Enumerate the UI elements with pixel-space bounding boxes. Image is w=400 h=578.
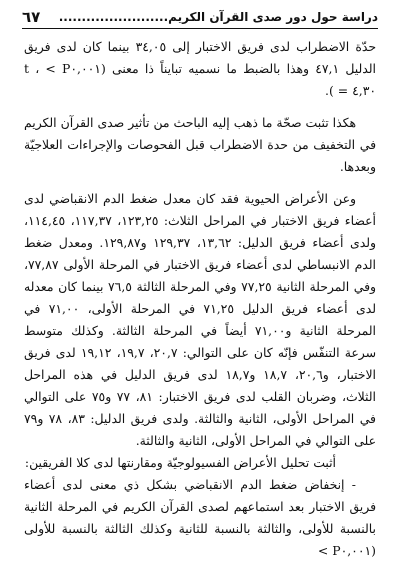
header-rule: [22, 28, 378, 29]
paragraph-2: هكذا تثبت صحّة ما ذهب إليه الباحث من تأثير صدى القرآن الكريم في التخفيف من حدة الاضطراب قبل الفحوصات والإجراءات العلاجيّة وبعدها.: [24, 115, 376, 174]
page-number: ٦٧: [22, 8, 41, 26]
paragraph-5: - إنخفاض ضغط الدم الانقباضي بشكل ذي معنى لدى أعضاء فريق الاختبار بعد استماعهم لصدى القرآن الكريم في المرحلة الثانية بالنسبة للأولى، والثالثة بالنسبة للثانية وكذلك الثالثة بالنسبة للأولى (P٠,٠٠١ >: [24, 477, 376, 558]
page-header: [22, 8, 378, 28]
paragraph-3: وعن الأعراض الحيوية فقد كان معدل ضغط الدم الانقباضي لدى أعضاء فريق الاختبار في المراحل الثلاث: ١٢٣,٢٥، ١١٧,٣٧، ١١٤,٤٥، ولدى أعضاء فريق الدليل: ١٣,٦٢، ١٢٩,٣٧ و١٢٩,٨٧. ومعدل ضغط الدم الانبساطي لدى أعضاء فريق الاختبار في المرحلة الأولى ٧٧,٨٧، وفي المرحلة الثانية ٧٧,٢٥ وفي المرحلة الثالثة ٧٦,٥ بينما كان معدله لدى أعضاء فريق الدليل ٧١,٢٥ في المرحلة الأولى، ٧١,٠٠ في المرحلة الثانية و٧١,٠٠ أيضاً في المرحلة الثالثة. وكذلك متوسط سرعة التنفّس فإنّه كان على التوالي: ٢٠,٧، ١٩,٧، ١٩,١٢ لدى فريق الاختبار، و٢٠,٦، ١٨,٧ و١٨,٧ لدى فريق الدليل في هذه المراحل الثلاث، وضربان القلب لدى فريق الاختبار: ٨١، ٧٧ و٧٥ على التوالي في المراحل الأولى، الثانية والثالثة. ولدى فريق الدليل: ٨٣، ٧٨ و٧٩ على التوالي في المراحل الأولى، الثانية والثالثة.: [24, 191, 376, 448]
document-body: [24, 36, 376, 562]
running-title: دراسة حول دور صدى القرآن الكريم........................: [58, 10, 378, 24]
paragraph-4: أثبت تحليل الأعراض الفسيولوجيّة ومقارنتها لدى كلا الفريقين:: [24, 455, 336, 470]
paragraph-1: حدّة الاضطراب لدى فريق الاختبار إلى ٣٤,٠٥ بينما كان لدى فريق الدليل ٤٧,١ وهذا بالضبط ما نسميه تبايناً ذا معنى (P٠,٠٠١ > ، t ٤,٣٠ = ).: [24, 39, 376, 98]
